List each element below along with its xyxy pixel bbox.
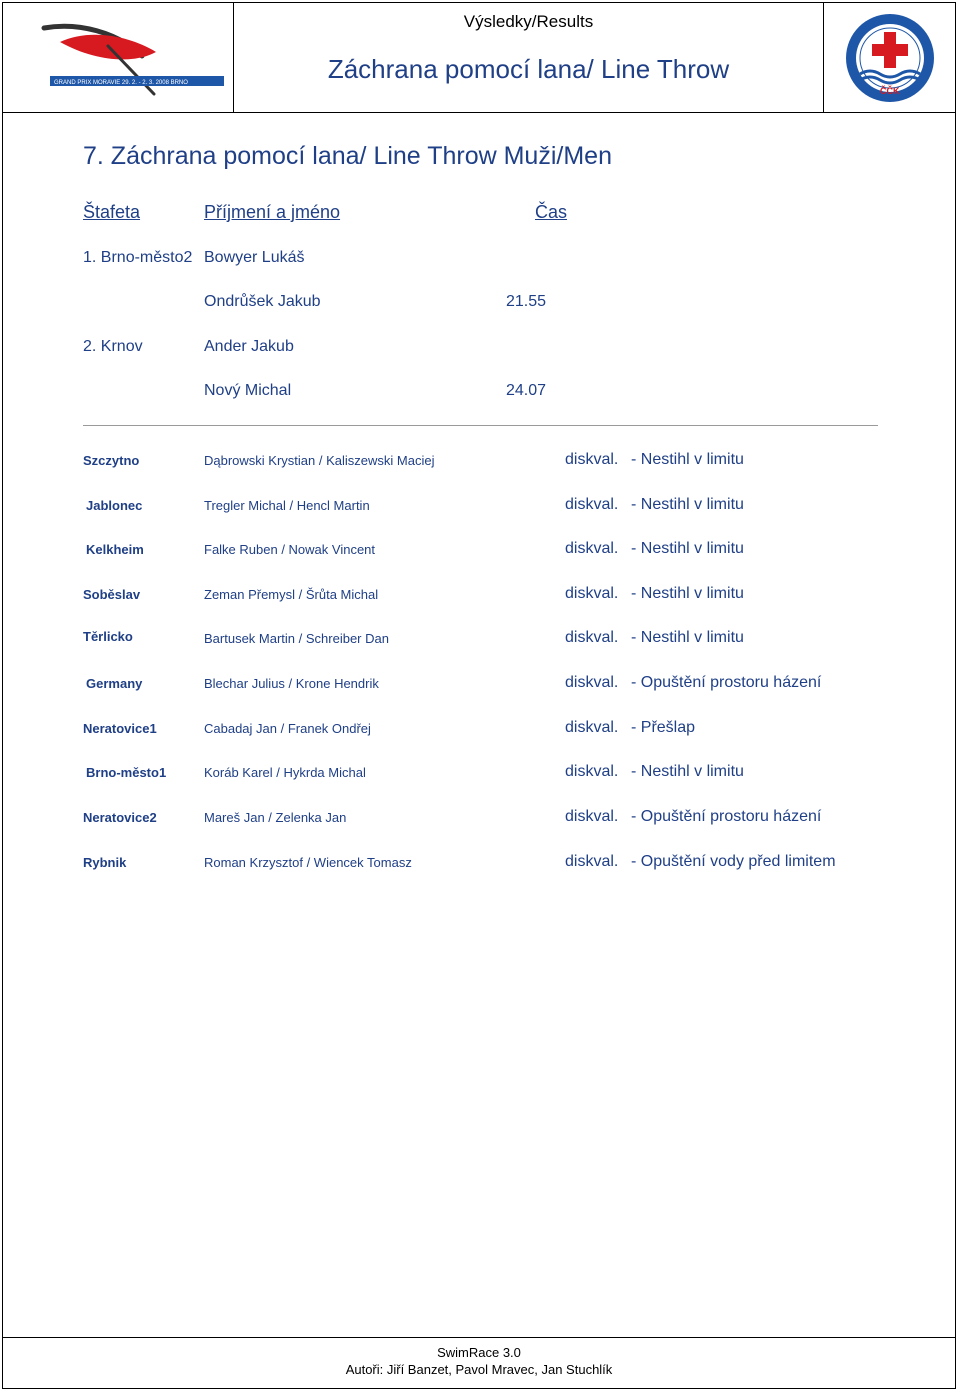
dq-names: Koráb Karel / Hykrda Michal bbox=[204, 765, 366, 780]
dq-row bbox=[0, 763, 960, 787]
column-header-name: Příjmení a jméno bbox=[204, 202, 341, 222]
dq-names: Roman Krzysztof / Wiencek Tomasz bbox=[204, 855, 412, 870]
page-footer bbox=[2, 1337, 956, 1389]
dq-reason: - Nestihl v limitu bbox=[631, 540, 744, 557]
dq-team: Brno-město1 bbox=[86, 765, 167, 780]
dq-row bbox=[0, 629, 960, 653]
dq-row bbox=[0, 808, 960, 832]
dq-names: Tregler Michal / Hencl Martin bbox=[204, 498, 370, 513]
grand-prix-logo-text: GRAND PRIX MORAVIE 29. 2. - 2. 3. 2008 BRNO bbox=[54, 80, 188, 86]
result-1-swimmer-2: Ondrůšek Jakub bbox=[204, 293, 321, 310]
results-label: Výsledky/Results bbox=[463, 12, 594, 31]
dq-status: diskval. bbox=[565, 496, 619, 513]
dq-row bbox=[0, 540, 960, 564]
dq-status: diskval. bbox=[565, 451, 619, 468]
result-2-swimmer-2: Nový Michal bbox=[204, 382, 292, 399]
dq-status: diskval. bbox=[565, 763, 619, 780]
dq-reason: - Nestihl v limitu bbox=[631, 763, 744, 780]
dq-names: Blechar Julius / Krone Hendrik bbox=[204, 676, 379, 691]
dq-row bbox=[0, 719, 960, 743]
dq-team: Neratovice1 bbox=[83, 721, 157, 736]
column-header-relay: Štafeta bbox=[83, 202, 141, 222]
dq-reason: - Opuštění prostoru házení bbox=[631, 808, 822, 825]
result-1-swimmer-1: Bowyer Lukáš bbox=[204, 249, 305, 266]
footer-authors: Autoři: Jiří Banzet, Pavol Mravec, Jan Stuchlík bbox=[345, 1362, 613, 1377]
result-2-rank-team: 2. Krnov bbox=[83, 338, 143, 355]
dq-status: diskval. bbox=[565, 853, 619, 870]
dq-names: Zeman Přemysl / Šrůta Michal bbox=[204, 587, 379, 602]
dq-reason: - Nestihl v limitu bbox=[631, 585, 744, 602]
dq-row bbox=[0, 496, 960, 520]
result-2-time: 24.07 bbox=[506, 382, 547, 399]
dq-team: Kelkheim bbox=[86, 542, 144, 557]
dq-row bbox=[0, 674, 960, 698]
dq-team: Neratovice2 bbox=[83, 810, 157, 825]
dq-reason: - Opuštění vody před limitem bbox=[631, 853, 836, 870]
event-title: 7. Záchrana pomocí lana/ Line Throw Muži/Men bbox=[83, 142, 612, 170]
header-left-logo-cell bbox=[2, 2, 234, 112]
dq-status: diskval. bbox=[565, 808, 619, 825]
dq-row bbox=[0, 451, 960, 475]
dq-team: Szczytno bbox=[83, 453, 140, 468]
dq-reason: - Nestihl v limitu bbox=[631, 496, 744, 513]
dq-names: Cabadaj Jan / Franek Ondřej bbox=[204, 721, 371, 736]
dq-reason: - Nestihl v limitu bbox=[631, 451, 744, 468]
dq-team: Rybnik bbox=[83, 855, 127, 870]
dq-team: Jablonec bbox=[86, 498, 143, 513]
dq-reason: - Přešlap bbox=[631, 719, 696, 736]
results-header bbox=[2, 2, 956, 113]
water-rescue-seal-icon bbox=[844, 12, 936, 104]
svg-text:ČČK: ČČK bbox=[880, 86, 900, 96]
dq-names: Mareš Jan / Zelenka Jan bbox=[204, 810, 347, 825]
main-title: Záchrana pomocí lana/ Line Throw bbox=[327, 54, 730, 84]
dq-status: diskval. bbox=[565, 674, 619, 691]
dq-row bbox=[0, 585, 960, 609]
dq-row bbox=[0, 853, 960, 877]
dq-team: Soběslav bbox=[83, 587, 141, 602]
dq-reason: - Nestihl v limitu bbox=[631, 629, 744, 646]
dq-status: diskval. bbox=[565, 585, 619, 602]
grand-prix-logo-icon bbox=[38, 22, 228, 97]
result-2-swimmer-1: Ander Jakub bbox=[204, 338, 294, 355]
dq-team: Těrlicko bbox=[83, 629, 133, 644]
dq-status: diskval. bbox=[565, 629, 619, 646]
section-divider bbox=[83, 425, 878, 426]
footer-software: SwimRace 3.0 bbox=[437, 1345, 521, 1360]
dq-reason: - Opuštění prostoru házení bbox=[631, 674, 822, 691]
header-right-logo-cell bbox=[824, 2, 956, 112]
dq-names: Bartusek Martin / Schreiber Dan bbox=[204, 631, 389, 646]
result-1-time: 21.55 bbox=[506, 293, 547, 310]
column-header-time: Čas bbox=[535, 202, 568, 222]
dq-names: Falke Ruben / Nowak Vincent bbox=[204, 542, 376, 557]
dq-status: diskval. bbox=[565, 540, 619, 557]
header-title-cell bbox=[234, 2, 824, 112]
dq-names: Dąbrowski Krystian / Kaliszewski Maciej bbox=[204, 453, 435, 468]
dq-team: Germany bbox=[86, 676, 143, 691]
dq-status: diskval. bbox=[565, 719, 619, 736]
result-1-rank-team: 1. Brno-město2 bbox=[83, 249, 193, 266]
